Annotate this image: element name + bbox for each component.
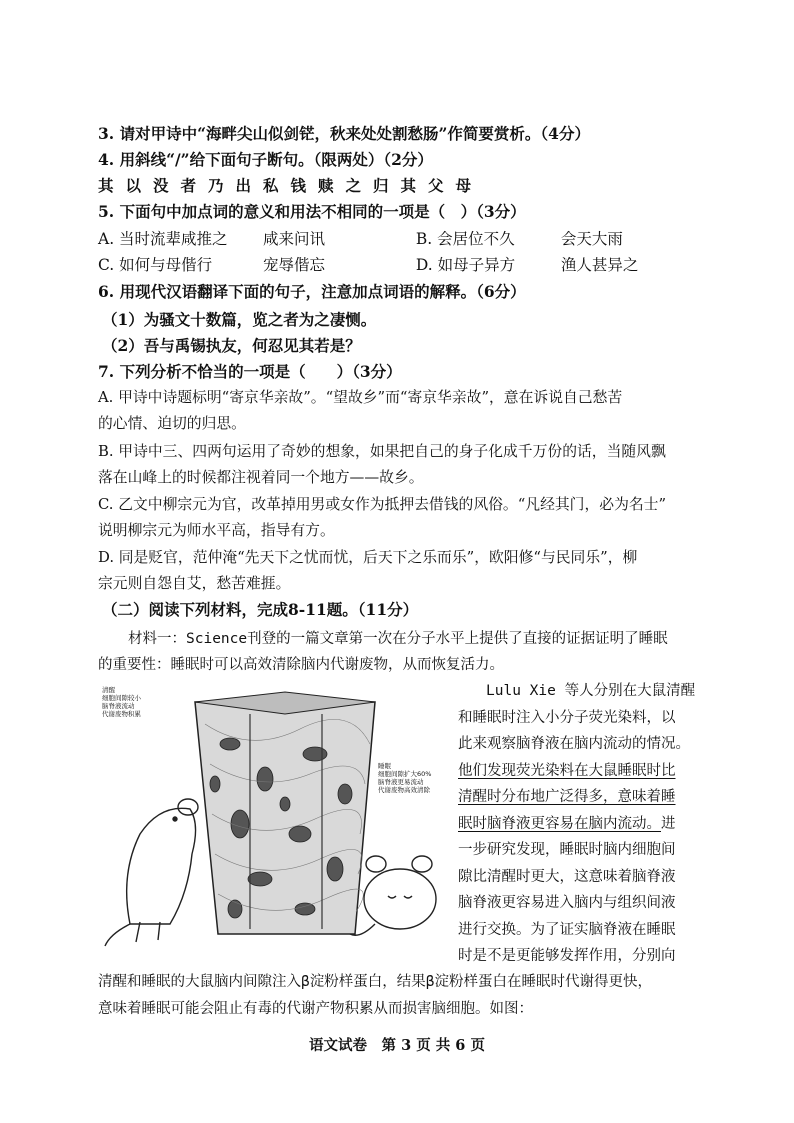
option-c-part2: 宠辱偕忘 [262, 256, 325, 274]
option-c-part1: C. 如何与母偕行 [98, 256, 213, 274]
question-5-row-cd [98, 254, 708, 276]
brain-tissue-illustration [100, 684, 452, 954]
right-col-line-5: 清醒时分布地广泛得多，意味着睡 [458, 789, 676, 805]
question-7-b-line2: 落在山峰上的时候都注视着同一个地方——故乡。 [98, 469, 424, 486]
right-col-line-9: 脑脊液更容易进入脑内与组织间液 [458, 895, 676, 911]
question-7: 7. 下列分析不恰当的一项是（ ）（3分） [98, 362, 402, 381]
option-d-part2: 渔人甚异之 [560, 256, 639, 274]
sleep-brain-figure [100, 684, 452, 954]
question-4-sentence: 其以没者乃出私钱赎之归其父母 [98, 176, 484, 195]
question-6-item-2: （2）吾与禹锡执友，何忍见其若是？ [102, 336, 361, 355]
option-b-part1: B. 会居位不久 [415, 230, 515, 248]
question-7-d-line1: D. 同是贬官，范仲淹“先天下之忧而忧，后天下之乐而乐”，欧阳修“与民同乐”，柳 [98, 549, 638, 566]
question-5: 5. 下面句中加点词的意义和用法不相同的一项是（ ）（3分） [98, 202, 526, 221]
material-1-line1: 材料一：Science刊登的一篇文章第一次在分子水平上提供了直接的证据证明了睡眠 [128, 631, 668, 647]
question-7-c-line1: C. 乙文中柳宗元为官，改革掉用男或女作为抵押去借钱的风俗。“凡经其门，必为名士” [98, 496, 667, 513]
material-1-right-column [458, 678, 708, 970]
material-1-line4: 意味着睡眠可能会阻止有毒的代谢产物积累从而损害脑细胞。如图： [98, 1001, 533, 1017]
material-1-line2: 的重要性：睡眠时可以高效清除脑内代谢废物，从而恢复活力。 [98, 657, 504, 673]
question-3: 3. 请对甲诗中“海畔尖山似剑铓，秋来处处割愁肠”作简要赏析。（4分） [98, 124, 590, 143]
right-col-line-11: 时是不是更能够发挥作用，分别向 [458, 948, 676, 964]
awake-label: 清醒 细胞间隙较小 脑脊液流动 代谢废物积累 [102, 686, 141, 718]
material-1-line3: 清醒和睡眠的大鼠脑内间隙注入β淀粉样蛋白，结果β淀粉样蛋白在睡眠时代谢得更快， [98, 974, 652, 990]
question-7-d-line2: 宗元则自怨自艾，愁苦难捱。 [98, 575, 291, 592]
right-col-line-6-text: 眠时脑脊液更容易在脑内流动。 [458, 815, 661, 832]
question-6-item-1: （1）为骚文十数篇，览之者为之凄恻。 [102, 310, 377, 329]
right-col-line-10: 进行交换。为了证实脑脊液在睡眠 [458, 921, 676, 938]
right-col-line-1: Lulu Xie 等人分别在大鼠清醒 [486, 683, 696, 699]
question-4: 4. 用斜线“/”给下面句子断句。（限两处）（2分） [98, 150, 433, 169]
right-col-line-7: 一步研究发现，睡眠时脑内细胞间 [458, 842, 676, 858]
option-a-part1: A. 当时流辈咸推之 [98, 230, 228, 248]
right-col-line-8: 隙比清醒时更大，这意味着脑脊液 [458, 868, 676, 885]
sleep-label: 睡眠 细胞间隙扩大60% 脑脊液更易流动 代谢废物高效清除 [378, 762, 432, 794]
question-5-row-ab [98, 228, 708, 250]
option-d-part1: D. 如母子异方 [415, 256, 516, 274]
question-7-b-line1: B. 甲诗中三、四两句运用了奇妙的想象，如果把自己的身子化成千万份的话，当随风飘 [98, 443, 666, 460]
option-a-part2: 咸来问讯 [262, 230, 325, 248]
question-7-a-line2: 的心情、迫切的归思。 [98, 415, 246, 432]
section-2-heading: （二）阅读下列材料，完成8-11题。（11分） [102, 600, 419, 619]
right-col-line-2: 和睡眠时注入小分子荧光染料，以 [458, 709, 676, 726]
right-col-line-3: 此来观察脑脊液在脑内流动的情况。 [458, 736, 690, 752]
page-footer: 语文试卷 第 3 页 共 6 页 [309, 1037, 485, 1054]
right-col-line-6-tail: 进 [661, 815, 676, 832]
question-7-a-line1: A. 甲诗中诗题标明“寄京华亲故”。“望故乡”而“寄京华亲故”，意在诉说自己愁苦 [98, 389, 623, 406]
right-col-line-6 [458, 811, 708, 838]
option-b-part2: 会天大雨 [560, 230, 623, 248]
question-6: 6. 用现代汉语翻译下面的句子，注意加点词语的解释。（6分） [98, 282, 526, 301]
question-7-c-line2: 说明柳宗元为师水平高，指导有方。 [98, 522, 335, 539]
right-col-line-4: 他们发现荧光染料在大鼠睡眠时比 [458, 762, 676, 779]
